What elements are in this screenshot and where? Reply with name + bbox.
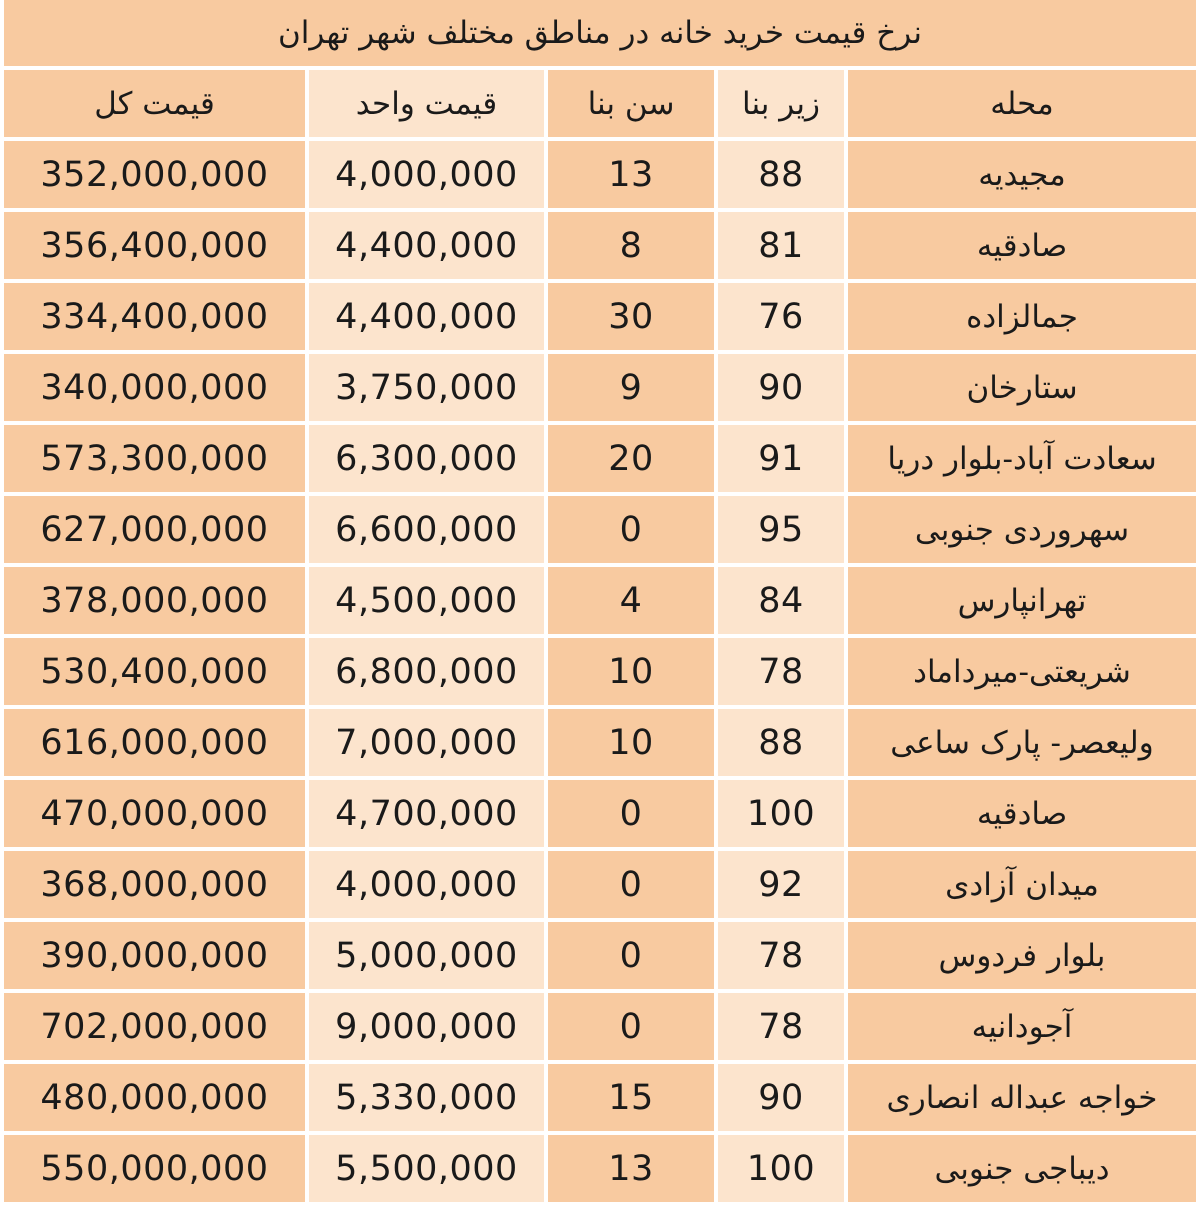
cell-neighborhood: خواجه عبداله انصاری [848, 1064, 1196, 1131]
cell-total-price: 550,000,000 [4, 1135, 305, 1202]
header-neighborhood: محله [848, 70, 1196, 137]
cell-building-age: 8 [548, 212, 714, 279]
cell-neighborhood: صادقیه [848, 212, 1196, 279]
cell-floor-area: 84 [718, 567, 844, 634]
cell-neighborhood: سهروردی جنوبی [848, 496, 1196, 563]
header-floor-area: زیر بنا [718, 70, 844, 137]
cell-total-price: 368,000,000 [4, 851, 305, 918]
cell-neighborhood: آجودانیه [848, 993, 1196, 1060]
header-total-price: قیمت کل [4, 70, 305, 137]
cell-building-age: 0 [548, 780, 714, 847]
cell-total-price: 340,000,000 [4, 354, 305, 421]
cell-neighborhood: مجیدیه [848, 141, 1196, 208]
cell-unit-price: 4,000,000 [309, 141, 544, 208]
cell-floor-area: 92 [718, 851, 844, 918]
header-unit-price: قیمت واحد [309, 70, 544, 137]
cell-neighborhood: دیباجی جنوبی [848, 1135, 1196, 1202]
cell-unit-price: 7,000,000 [309, 709, 544, 776]
cell-building-age: 13 [548, 141, 714, 208]
cell-unit-price: 4,700,000 [309, 780, 544, 847]
cell-total-price: 573,300,000 [4, 425, 305, 492]
cell-total-price: 470,000,000 [4, 780, 305, 847]
cell-unit-price: 6,800,000 [309, 638, 544, 705]
cell-building-age: 10 [548, 709, 714, 776]
cell-total-price: 627,000,000 [4, 496, 305, 563]
cell-total-price: 390,000,000 [4, 922, 305, 989]
cell-building-age: 9 [548, 354, 714, 421]
cell-floor-area: 78 [718, 993, 844, 1060]
table-row [4, 851, 1196, 918]
cell-neighborhood: صادقیه [848, 780, 1196, 847]
table-row [4, 212, 1196, 279]
table-row [4, 993, 1196, 1060]
table-row [4, 1064, 1196, 1131]
cell-building-age: 0 [548, 496, 714, 563]
cell-floor-area: 76 [718, 283, 844, 350]
cell-total-price: 352,000,000 [4, 141, 305, 208]
cell-total-price: 530,400,000 [4, 638, 305, 705]
cell-unit-price: 5,000,000 [309, 922, 544, 989]
cell-neighborhood: ستارخان [848, 354, 1196, 421]
cell-building-age: 13 [548, 1135, 714, 1202]
cell-unit-price: 5,330,000 [309, 1064, 544, 1131]
cell-floor-area: 90 [718, 1064, 844, 1131]
cell-unit-price: 5,500,000 [309, 1135, 544, 1202]
cell-neighborhood: جمالزاده [848, 283, 1196, 350]
header-row [4, 70, 1196, 137]
cell-unit-price: 6,300,000 [309, 425, 544, 492]
cell-total-price: 702,000,000 [4, 993, 305, 1060]
table-title: نرخ قیمت خرید خانه در مناطق مختلف شهر تهران [4, 0, 1196, 66]
cell-unit-price: 4,400,000 [309, 212, 544, 279]
table-row [4, 496, 1196, 563]
cell-neighborhood: سعادت آباد-بلوار دریا [848, 425, 1196, 492]
cell-floor-area: 78 [718, 922, 844, 989]
cell-floor-area: 78 [718, 638, 844, 705]
cell-neighborhood: تهرانپارس [848, 567, 1196, 634]
cell-floor-area: 100 [718, 1135, 844, 1202]
cell-neighborhood: میدان آزادی [848, 851, 1196, 918]
cell-unit-price: 4,000,000 [309, 851, 544, 918]
table-row [4, 709, 1196, 776]
cell-total-price: 480,000,000 [4, 1064, 305, 1131]
cell-unit-price: 6,600,000 [309, 496, 544, 563]
table-row [4, 354, 1196, 421]
cell-building-age: 0 [548, 922, 714, 989]
table-row [4, 283, 1196, 350]
cell-unit-price: 3,750,000 [309, 354, 544, 421]
table-row [4, 567, 1196, 634]
table-row [4, 922, 1196, 989]
cell-building-age: 30 [548, 283, 714, 350]
cell-floor-area: 88 [718, 709, 844, 776]
cell-total-price: 378,000,000 [4, 567, 305, 634]
cell-building-age: 15 [548, 1064, 714, 1131]
cell-total-price: 334,400,000 [4, 283, 305, 350]
cell-floor-area: 91 [718, 425, 844, 492]
table-row [4, 638, 1196, 705]
cell-unit-price: 9,000,000 [309, 993, 544, 1060]
cell-unit-price: 4,400,000 [309, 283, 544, 350]
price-grid [0, 66, 1200, 1206]
cell-neighborhood: بلوار فردوس [848, 922, 1196, 989]
cell-building-age: 4 [548, 567, 714, 634]
table-row [4, 141, 1196, 208]
cell-building-age: 0 [548, 993, 714, 1060]
cell-building-age: 10 [548, 638, 714, 705]
cell-neighborhood: شریعتی-میرداماد [848, 638, 1196, 705]
cell-floor-area: 90 [718, 354, 844, 421]
cell-building-age: 0 [548, 851, 714, 918]
cell-total-price: 616,000,000 [4, 709, 305, 776]
table-row [4, 1135, 1196, 1202]
table-row [4, 425, 1196, 492]
cell-building-age: 20 [548, 425, 714, 492]
table-row [4, 780, 1196, 847]
cell-unit-price: 4,500,000 [309, 567, 544, 634]
cell-floor-area: 95 [718, 496, 844, 563]
cell-total-price: 356,400,000 [4, 212, 305, 279]
cell-floor-area: 81 [718, 212, 844, 279]
header-building-age: سن بنا [548, 70, 714, 137]
cell-floor-area: 88 [718, 141, 844, 208]
cell-neighborhood: ولیعصر- پارک ساعی [848, 709, 1196, 776]
cell-floor-area: 100 [718, 780, 844, 847]
